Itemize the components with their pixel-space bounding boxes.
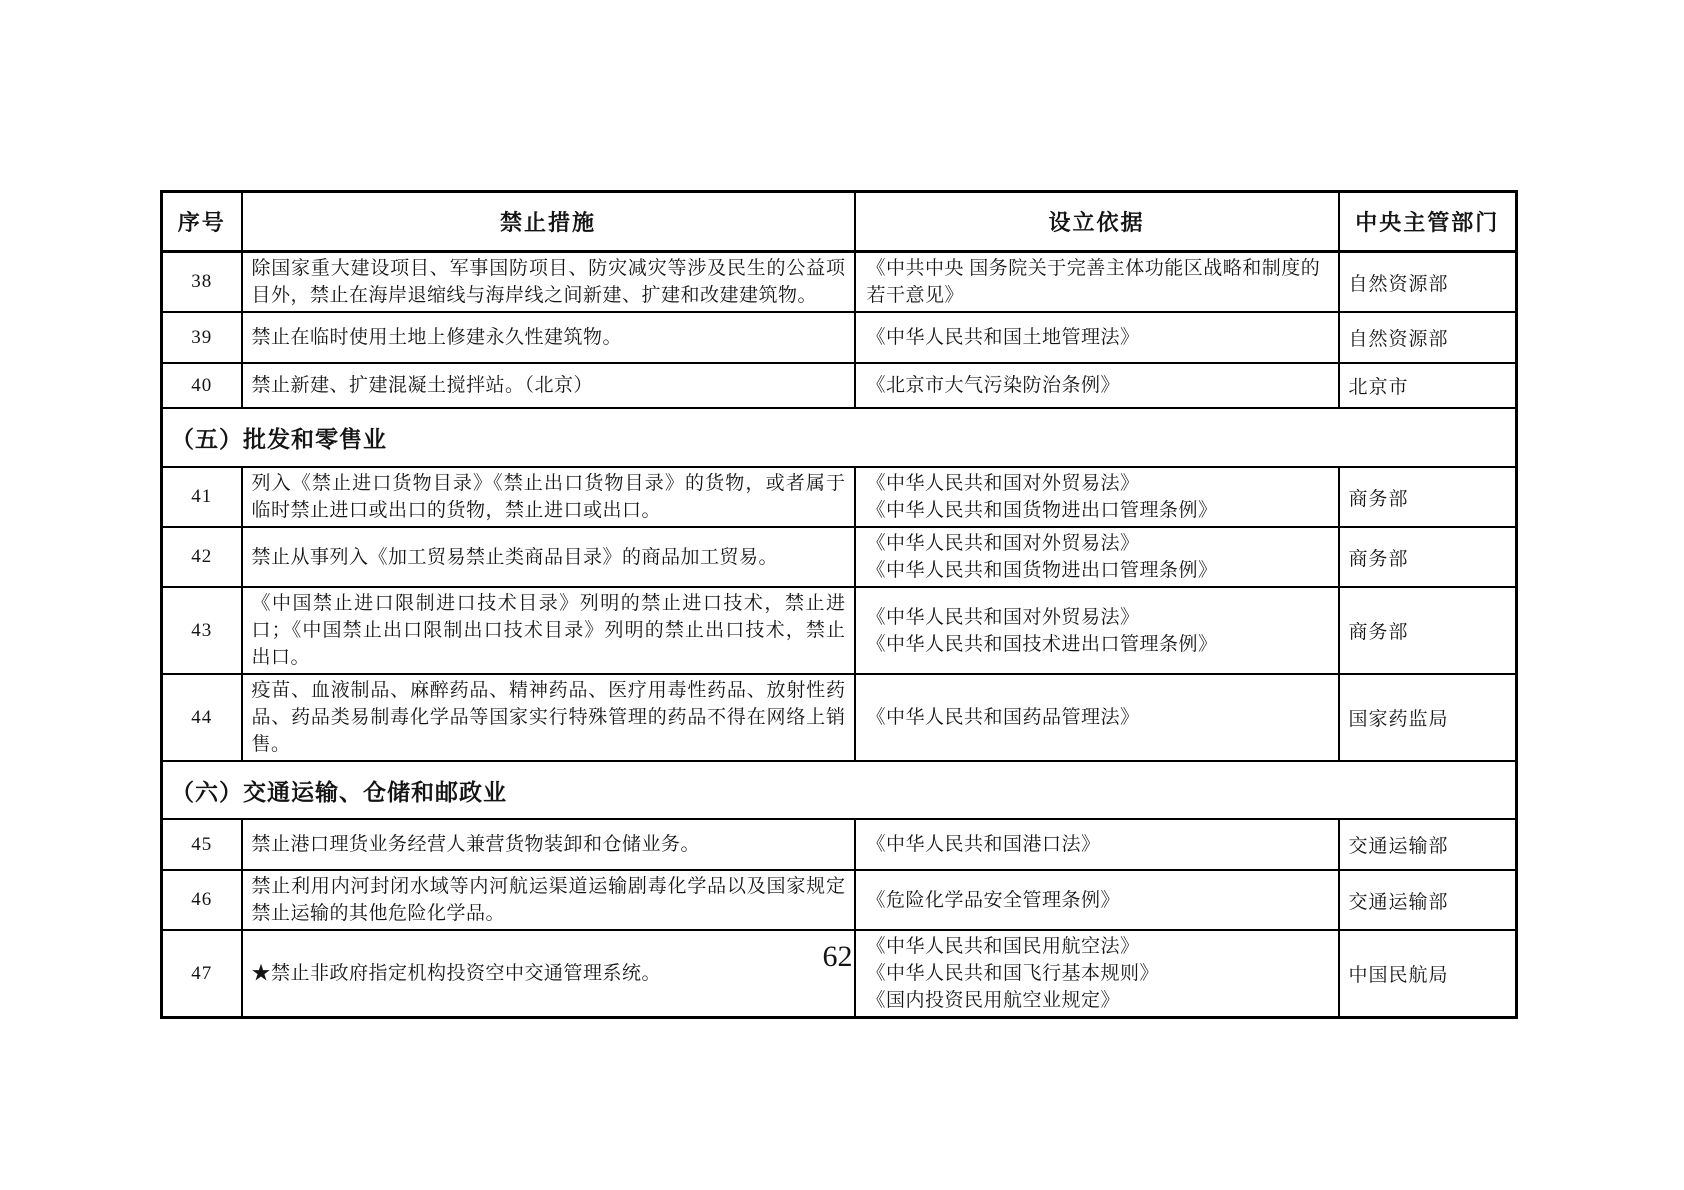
measure-cell: 除国家重大建设项目、军事国防项目、防灾减灾等涉及民生的公益项目外，禁止在海岸退缩线与海岸线之间新建、扩建和改建建筑物。: [242, 252, 855, 313]
table-row: [162, 527, 1517, 587]
row-number-cell: 38: [162, 252, 242, 313]
table-row: [162, 363, 1517, 408]
basis-line: 《中华人民共和国飞行基本规则》: [866, 963, 1160, 984]
basis-line: 《国内投资民用航空业规定》: [866, 990, 1121, 1011]
section-header-cell: （五）批发和零售业: [162, 408, 1517, 467]
basis-line: 《中华人民共和国对外贸易法》: [866, 533, 1140, 554]
measure-cell: 禁止新建、扩建混凝土搅拌站。（北京）: [242, 363, 855, 408]
measure-cell: 禁止在临时使用土地上修建永久性建筑物。: [242, 312, 855, 363]
table-row: [162, 870, 1517, 930]
table-row: [162, 819, 1517, 870]
column-header-department: 中央主管部门: [1339, 192, 1517, 252]
basis-line: 《北京市大气污染防治条例》: [866, 375, 1121, 396]
column-header-basis: 设立依据: [855, 192, 1339, 252]
table-row: [162, 587, 1517, 674]
department-cell: 交通运输部: [1339, 819, 1517, 870]
measure-cell: 疫苗、血液制品、麻醉药品、精神药品、医疗用毒性药品、放射性药品、药品类易制毒化学品等国家实行特殊管理的药品不得在网络上销售。: [242, 674, 855, 761]
basis-line: 《中华人民共和国土地管理法》: [866, 327, 1140, 348]
table-row: [162, 467, 1517, 527]
column-header-no: 序号: [162, 192, 242, 252]
table-row: [162, 252, 1517, 313]
table-row: [162, 674, 1517, 761]
department-cell: 交通运输部: [1339, 870, 1517, 930]
department-cell: 自然资源部: [1339, 252, 1517, 313]
basis-cell: [855, 312, 1339, 363]
basis-cell: [855, 527, 1339, 587]
basis-line: 《中华人民共和国货物进出口管理条例》: [866, 560, 1218, 581]
measure-cell: ★禁止非政府指定机构投资空中交通管理系统。: [242, 930, 855, 1018]
basis-line: 《中共中央 国务院关于完善主体功能区战略和制度的若干意见》: [866, 258, 1321, 306]
basis-line: 《中华人民共和国对外贸易法》: [866, 606, 1140, 628]
basis-line: 《中华人民共和国货物进出口管理条例》: [866, 500, 1218, 521]
basis-line: 《中华人民共和国对外贸易法》: [866, 473, 1140, 494]
basis-line: 《中华人民共和国民用航空法》: [866, 936, 1140, 957]
prohibition-table: [160, 190, 1518, 1019]
row-number-cell: 42: [162, 527, 242, 587]
row-number-cell: 45: [162, 819, 242, 870]
section-row: [162, 408, 1517, 467]
row-number-cell: 40: [162, 363, 242, 408]
basis-cell: [855, 587, 1339, 674]
row-number-cell: 39: [162, 312, 242, 363]
row-number-cell: 41: [162, 467, 242, 527]
basis-cell: [855, 363, 1339, 408]
basis-cell: [855, 674, 1339, 761]
department-cell: 北京市: [1339, 363, 1517, 408]
department-cell: 商务部: [1339, 527, 1517, 587]
measure-cell: 禁止港口理货业务经营人兼营货物装卸和仓储业务。: [242, 819, 855, 870]
department-cell: 商务部: [1339, 587, 1517, 674]
basis-line: 《中华人民共和国港口法》: [866, 834, 1101, 855]
column-header-measure: 禁止措施: [242, 192, 855, 252]
department-cell: 国家药监局: [1339, 674, 1517, 761]
section-header-cell: （六）交通运输、仓储和邮政业: [162, 761, 1517, 819]
basis-cell: [855, 252, 1339, 313]
table-header-row: [162, 192, 1517, 252]
department-cell: 商务部: [1339, 467, 1517, 527]
measure-cell: 禁止利用内河封闭水域等内河航运渠道运输剧毒化学品以及国家规定禁止运输的其他危险化学品。: [242, 870, 855, 930]
row-number-cell: 44: [162, 674, 242, 761]
measure-cell: 《中国禁止进口限制进口技术目录》列明的禁止进口技术，禁止进口；《中国禁止出口限制出口技术目录》列明的禁止出口技术，禁止出口。: [242, 587, 855, 674]
department-cell: 中国民航局: [1339, 930, 1517, 1018]
basis-line: 《危险化学品安全管理条例》: [866, 889, 1121, 911]
measure-cell: 列入《禁止进口货物目录》《禁止出口货物目录》的货物，或者属于临时禁止进口或出口的货物，禁止进口或出口。: [242, 467, 855, 527]
section-row: [162, 761, 1517, 819]
basis-cell: [855, 870, 1339, 930]
row-number-cell: 46: [162, 870, 242, 930]
page-number: 62: [822, 940, 853, 973]
measure-cell: 禁止从事列入《加工贸易禁止类商品目录》的商品加工贸易。: [242, 527, 855, 587]
department-cell: 自然资源部: [1339, 312, 1517, 363]
row-number-cell: 47: [162, 930, 242, 1018]
basis-cell: [855, 467, 1339, 527]
basis-line: 《中华人民共和国技术进出口管理条例》: [866, 633, 1218, 655]
basis-cell: [855, 819, 1339, 870]
table-row: [162, 312, 1517, 363]
basis-line: 《中华人民共和国药品管理法》: [866, 707, 1140, 728]
row-number-cell: 43: [162, 587, 242, 674]
